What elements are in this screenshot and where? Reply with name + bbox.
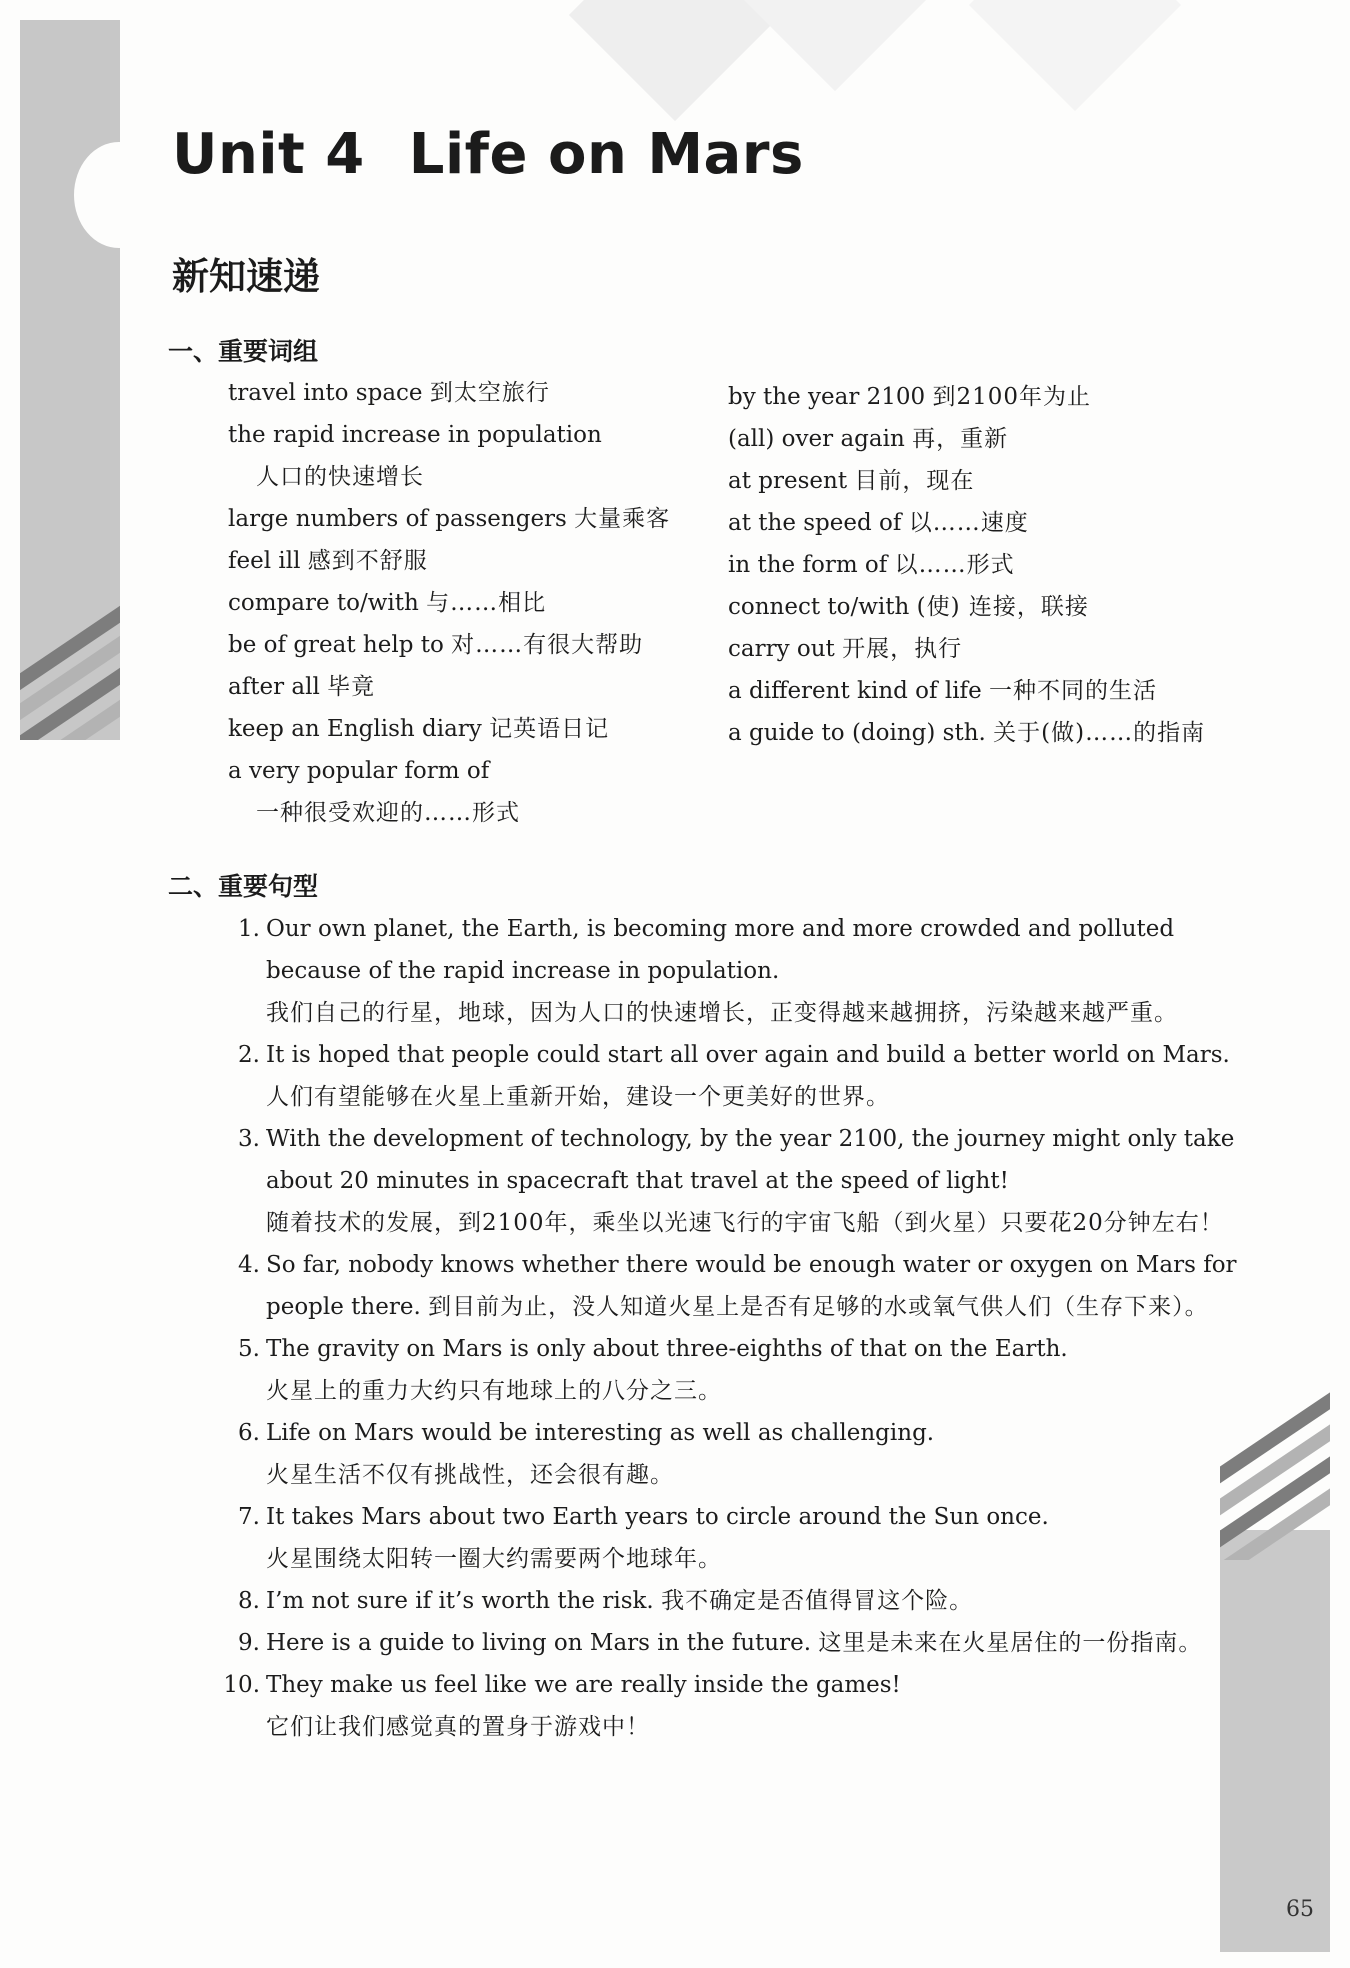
sentence-list [210, 908, 1240, 1748]
sentence-en: It takes Mars about two Earth years to circle around the Sun once. [266, 1504, 1049, 1530]
sentence-cn: 火星生活不仅有挑战性，还会很有趣。 [266, 1462, 674, 1488]
phrase-cn: 以……速度 [908, 510, 1029, 536]
phrase-en: a very popular form of [228, 758, 490, 784]
phrase-cn: (使) 连接，联接 [916, 594, 1089, 620]
sentence-en: Here is a guide to living on Mars in the future. [266, 1630, 812, 1656]
sentence-number: 1. [238, 916, 260, 942]
sentence-item [210, 1412, 1240, 1496]
phrase-cn: 大量乘客 [574, 506, 671, 532]
sentence-number: 5. [238, 1336, 260, 1362]
phrase-en: carry out [728, 636, 835, 662]
phrase-item [728, 544, 1248, 586]
phrase-item [228, 414, 698, 498]
phrase-cn: 一种不同的生活 [989, 678, 1157, 704]
sentence-number: 9. [238, 1630, 260, 1656]
phrase-list-left [228, 372, 698, 834]
phrase-en: travel into space [228, 380, 423, 406]
phrase-item [728, 502, 1248, 544]
page-number: 65 [1286, 1897, 1314, 1922]
sentence-number: 6. [238, 1420, 260, 1446]
sentence-item [210, 1622, 1240, 1664]
phrase-en: feel ill [228, 548, 301, 574]
phrase-item [728, 460, 1248, 502]
decorative-diamond [569, 0, 781, 121]
phrase-item [728, 712, 1248, 754]
phrases-heading: 一、重要词组 [168, 337, 319, 366]
phrase-en: at present [728, 468, 848, 494]
sentence-number: 3. [238, 1126, 260, 1152]
sentence-en: The gravity on Mars is only about three-eighths of that on the Earth. [266, 1336, 1068, 1362]
sentence-cn: 它们让我们感觉真的置身于游戏中！ [266, 1714, 650, 1740]
phrase-cn: 毕竟 [327, 674, 376, 700]
sentence-en: They make us feel like we are really inside the games! [266, 1672, 901, 1698]
sentence-cn: 到目前为止，没人知道火星上是否有足够的水或氧气供人们（生存下来）。 [428, 1294, 1209, 1320]
sentence-item [210, 1244, 1240, 1328]
phrase-cn: 到2100年为止 [932, 384, 1092, 410]
sentence-en: Life on Mars would be interesting as well as challenging. [266, 1420, 935, 1446]
sentence-en: I’m not sure if it’s worth the risk. [266, 1588, 654, 1614]
section-title: 新知速递 [172, 255, 320, 298]
phrase-item [728, 670, 1248, 712]
sentence-cn: 火星上的重力大约只有地球上的八分之三。 [266, 1378, 722, 1404]
phrase-cn: 以……形式 [894, 552, 1015, 578]
phrase-item [228, 624, 698, 666]
phrase-item [228, 372, 698, 414]
sentence-number: 10. [223, 1672, 260, 1698]
sentence-item [210, 1328, 1240, 1412]
sentence-cn: 火星围绕太阳转一圈大约需要两个地球年。 [266, 1546, 722, 1572]
phrase-cn: 感到不舒服 [307, 548, 428, 574]
phrase-item [728, 628, 1248, 670]
left-band-notch [74, 142, 164, 248]
phrase-item [228, 708, 698, 750]
phrase-cn: 一种很受欢迎的……形式 [256, 800, 520, 826]
phrase-item [228, 666, 698, 708]
unit-name: Life on Mars [408, 122, 804, 187]
phrase-item [728, 586, 1248, 628]
unit-title [172, 122, 804, 187]
sentence-number: 8. [238, 1588, 260, 1614]
phrase-cn: 记英语日记 [489, 716, 610, 742]
phrase-cn: 目前，现在 [854, 468, 975, 494]
phrase-cn: 再，重新 [912, 426, 1009, 452]
phrase-en: after all [228, 674, 320, 700]
phrase-cn: 对……有很大帮助 [451, 632, 644, 658]
sentence-number: 2. [238, 1042, 260, 1068]
phrase-en: keep an English diary [228, 716, 482, 742]
phrase-en: the rapid increase in population [228, 422, 602, 448]
sentence-item [210, 1496, 1240, 1580]
phrase-en: connect to/with [728, 594, 910, 620]
sentence-cn: 人们有望能够在火星上重新开始，建设一个更美好的世界。 [266, 1084, 890, 1110]
phrase-en: (all) over again [728, 426, 905, 452]
phrase-en: at the speed of [728, 510, 902, 536]
decorative-diamond [969, 0, 1181, 111]
sentence-en: So far, nobody knows whether there would be enough water or oxygen on Mars for people there. [266, 1252, 1237, 1320]
sentences-heading: 二、重要句型 [168, 872, 319, 901]
phrase-en: large numbers of passengers [228, 506, 567, 532]
decorative-diamond [729, 0, 941, 91]
phrase-en: be of great help to [228, 632, 444, 658]
phrase-cn: 与……相比 [426, 590, 547, 616]
phrase-item [228, 582, 698, 624]
sentence-item [210, 908, 1240, 1034]
sentence-cn: 我们自己的行星，地球，因为人口的快速增长，正变得越来越拥挤，污染越来越严重。 [266, 1000, 1178, 1026]
sentence-number: 4. [238, 1252, 260, 1278]
left-decorative-stripes [20, 560, 120, 740]
sentence-en: It is hoped that people could start all over again and build a better world on Mars. [266, 1042, 1230, 1068]
sentence-number: 7. [238, 1504, 260, 1530]
sentence-cn: 这里是未来在火星居住的一份指南。 [818, 1630, 1203, 1656]
sentence-cn: 我不确定是否值得冒这个险。 [661, 1588, 974, 1614]
sentence-en: With the development of technology, by the year 2100, the journey might only take about 20 minutes in spacecraft that travel at the speed of light! [266, 1126, 1235, 1194]
phrase-item [228, 498, 698, 540]
phrase-item [728, 376, 1248, 418]
phrase-cn: 人口的快速增长 [256, 464, 424, 490]
phrase-en: in the form of [728, 552, 888, 578]
sentence-item [210, 1034, 1240, 1118]
phrase-cn: 到太空旅行 [429, 380, 550, 406]
phrase-en: a guide to (doing) sth. [728, 720, 986, 746]
phrase-cn: 关于(做)……的指南 [993, 720, 1206, 746]
sentence-item [210, 1580, 1240, 1622]
sentence-cn: 随着技术的发展，到2100年，乘坐以光速飞行的宇宙飞船（到火星）只要花20分钟左右！ [266, 1210, 1224, 1236]
phrase-en: a different kind of life [728, 678, 982, 704]
sentence-item [210, 1664, 1240, 1748]
phrase-item [728, 418, 1248, 460]
unit-number: Unit 4 [172, 122, 365, 187]
phrase-list-right [728, 376, 1248, 754]
sentence-item [210, 1118, 1240, 1244]
phrase-en: by the year 2100 [728, 384, 926, 410]
sentence-en: Our own planet, the Earth, is becoming more and more crowded and polluted because of the rapid increase in population. [266, 916, 1175, 984]
phrase-en: compare to/with [228, 590, 419, 616]
phrase-item [228, 750, 698, 834]
phrase-item [228, 540, 698, 582]
phrase-cn: 开展，执行 [842, 636, 963, 662]
